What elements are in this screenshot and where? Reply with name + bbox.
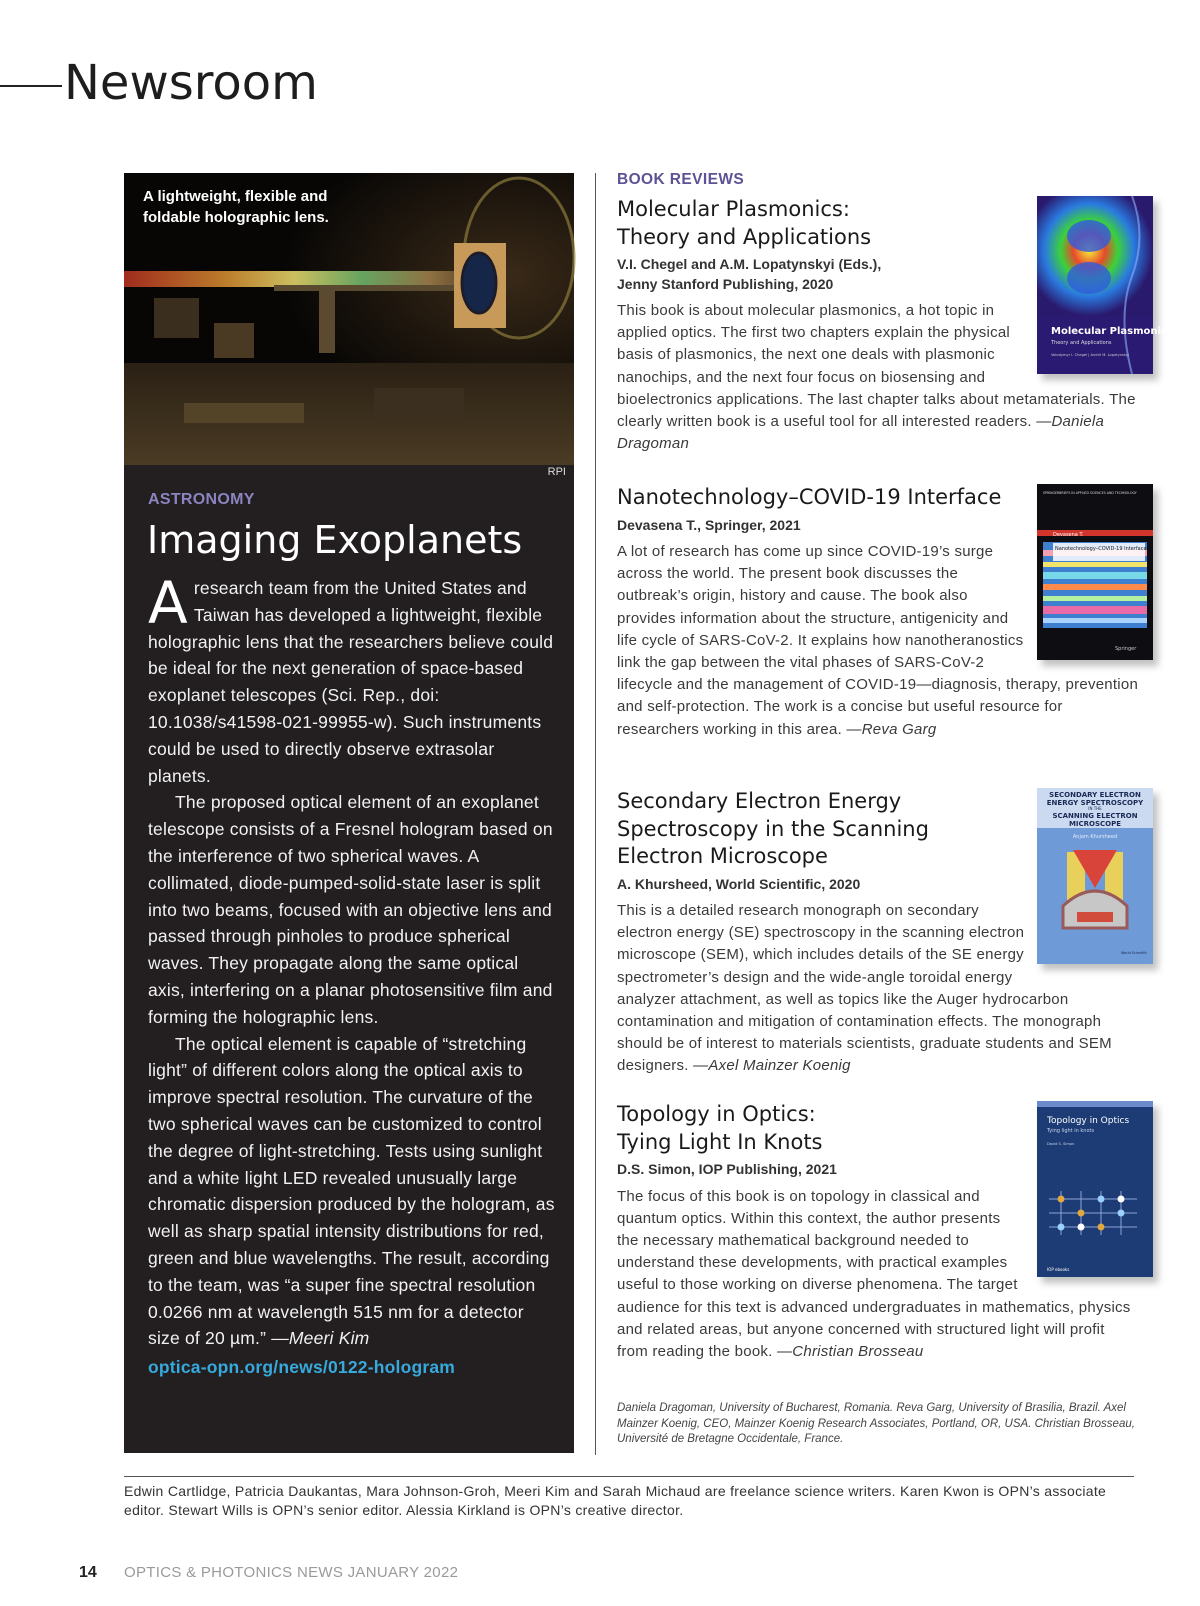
category-label: ASTRONOMY	[148, 491, 255, 508]
cover-title-text: Topology in Optics	[1047, 1116, 1130, 1126]
review-title-line: Molecular Plasmonics:	[617, 197, 850, 221]
cover-author-text: Anjam Khursheed	[1072, 834, 1118, 840]
reviewer-name: —Reva Garg	[846, 720, 937, 738]
cover-title-line: ENERGY SPECTROSCOPY	[1046, 799, 1144, 807]
review-title-line: Topology in Optics:	[617, 1102, 816, 1126]
byline-line: V.I. Chegel and A.M. Lopatynskyi (Eds.),	[617, 256, 882, 272]
cover-subtitle-text: Theory and Applications	[1051, 340, 1112, 346]
contributors-note: Edwin Cartlidge, Patricia Daukantas, Mara Johnson-Groh, Meeri Kim and Sarah Michaud are freelance science writers. Karen Kwon is OPN’s associate editor. Stewart Wills is OPN’s senior editor. Alessia Kirkland is OPN’s creative director.	[124, 1483, 1107, 1518]
astronomy-sidebar	[124, 173, 574, 1453]
hologram-photo	[124, 173, 574, 465]
byline-line: D.S. Simon, IOP Publishing, 2021	[617, 1161, 837, 1177]
review-title-line: Secondary Electron Energy	[617, 789, 902, 813]
cover-author-text: Devasena T.	[1053, 532, 1084, 538]
byline-line: A. Khursheed, World Scientific, 2020	[617, 875, 861, 892]
cover-authors-text: Volodymyr I. Chegel | Andrii M. Lopatynskyi	[1051, 353, 1129, 357]
review-text: A lot of research has come up since COVID-19’s surge across the world. The present book discusses the outbreak’s origin, history and cause. The book also provides information about the structure, antigenicity and life cycle of SARS-CoV-2. It explains how nanotheranostics link the gap between the vital phases of SARS-CoV-2 lifecycle and the management of COVID-19—diagnosis, therapy, prevention and self-protection. The work is a concise but useful resource for researchers working in this area.	[617, 543, 1139, 738]
reviewer-name: —Daniela Dragoman	[617, 413, 1105, 453]
review-topology-optics	[617, 1101, 1139, 1363]
review-text: This book is about molecular plasmonics, a hot topic in applied optics. The first two chapters explain the physical basis of plasmonics, the next one deals with plasmonic nanochips, and the next four focus on biosensing and bioelectronics applications. The last chapter talks about metamaterials. The clearly written book is a useful tool for all interested readers.	[617, 302, 1136, 431]
review-text: This is a detailed research monograph on secondary electron energy (SE) spectroscopy in the scanning electron microscope (SEM), which includes details of the SE energy spectrometer’s design and the wide-angle toroidal energy analyzer attachment, as well as topics like the Auger hydrocarbon contamination and mitigation of contamination effects. The monograph should be of interest to materials scientists, graduate students and SEM designers.	[617, 902, 1112, 1075]
cover-title-line: SECONDARY ELECTRON	[1049, 791, 1141, 799]
section-title: Newsroom	[64, 55, 318, 111]
article-author: —Meeri Kim	[271, 1328, 370, 1349]
review-nanotechnology-covid	[617, 484, 1147, 741]
review-title-line: Spectroscopy in the Scanning	[617, 816, 929, 841]
drop-cap: A	[148, 569, 188, 637]
footer-rule	[124, 1476, 1134, 1477]
book-cover-nanotechnology	[1037, 484, 1153, 660]
review-title-line: Theory and Applications	[617, 224, 872, 249]
reviewer-name: —Axel Mainzer Koenig	[693, 1057, 851, 1075]
review-title-line: Tying Light In Knots	[617, 1129, 823, 1154]
cover-title-text: Nanotechnology–COVID-19 Interface	[1055, 546, 1147, 552]
cover-title-line: IN THE	[1088, 806, 1102, 811]
header-rule	[0, 85, 62, 87]
photo-caption: A lightweight, flexible and foldable holographic lens.	[143, 188, 329, 226]
review-molecular-plasmonics	[617, 196, 1173, 455]
byline-line: Devasena T., Springer, 2021	[617, 516, 801, 533]
review-title-line: Nanotechnology–COVID-19 Interface	[617, 485, 1002, 509]
photo-credit: RPI	[547, 466, 566, 478]
book-cover-topology	[1037, 1101, 1153, 1277]
paragraph-3-text: The optical element is capable of “stretching light” of different colors along the optical axis to improve spectral resolution. The curvature of the two spherical waves can be customized to control the degree of light-stretching. Tests using sunlight and a white light LED revealed unusually large chromatic dispersion produced by the hologram, as well as sharp spatial intensity distributions for red, green and blue wavelengths. The result, according to the team, was “a super fine spectral resolution 0.0266 nm at wavelength 515 nm for a detector size of 20 µm.”	[148, 1033, 555, 1349]
publication-footer: OPTICS & PHOTONICS NEWS JANUARY 2022	[124, 1564, 459, 1581]
reviewer-affiliations: Daniela Dragoman, University of Bucharest, Romania. Reva Garg, University of Brasilia, Brazil. Axel Mainzer Koenig, CEO, Mainzer Koenig Research Associates, Portland, OR, USA. Christian Brosseau, Université de Bretagne Occidentale, France.	[617, 1402, 1135, 1446]
byline-line: Jenny Stanford Publishing, 2020	[617, 275, 834, 292]
cover-series-text: SPRINGERBRIEFS IN APPLIED SCIENCES AND TECHNOLOGY	[1043, 491, 1137, 495]
column-divider	[595, 173, 596, 1455]
book-cover-molecular-plasmonics	[1037, 196, 1173, 374]
cover-publisher-text: Springer	[1115, 646, 1137, 652]
cover-author-text: David S. Simon	[1047, 1142, 1075, 1146]
cover-title-line: SCANNING ELECTRON	[1052, 812, 1138, 820]
book-cover-secondary-electron	[1037, 788, 1153, 964]
review-title-line: Electron Microscope	[617, 844, 828, 868]
article-body	[148, 569, 556, 1381]
cover-title-line: MICROSCOPE	[1068, 820, 1122, 828]
reviewer-name: —Christian Brosseau	[777, 1342, 924, 1360]
review-text: The focus of this book is on topology in classical and quantum optics. Within this context, the author presents the necessary mathematical background needed to understand these developments, with practical examples useful to those working on diverse phenomena. The target audience for this text is advanced undergraduates in mathematics, physics and related areas, but anyone concerned with structured light will profit from reading the book.	[617, 1187, 1131, 1360]
paragraph-1	[148, 569, 556, 789]
paragraph-1-text: research team from the United States and Taiwan has developed a lightweight, flexible holographic lens that the researchers believe could be ideal for the next generation of space-based exoplanet telescopes (Sci. Rep., doi: 10.1038/s41598-021-99955-w). Such instruments could be used to directly observe extrasolar planets.	[148, 578, 554, 786]
book-reviews-label: BOOK REVIEWS	[617, 171, 745, 188]
article-link[interactable]: optica-opn.org/news/0122-hologram	[148, 1357, 456, 1378]
paragraph-2: The proposed optical element of an exoplanet telescope consists of a Fresnel hologram based on the interference of two spherical waves. A collimated, diode-pumped-solid-state laser is split into two beams, focused with an objective lens and passed through pinholes to produce spherical waves. They propagate along the same optical axis, interfering on a planar photosensitive film and forming the holographic lens.	[148, 792, 553, 1027]
cover-publisher-text: World Scientific	[1121, 951, 1148, 955]
cover-publisher-text: IOP ebooks	[1047, 1267, 1070, 1272]
cover-subtitle-text: Tying light in knots	[1047, 1128, 1095, 1134]
paragraph-3	[148, 1031, 556, 1353]
page-number: 14	[79, 1564, 97, 1581]
article-title: Imaging Exoplanets	[147, 518, 523, 562]
review-secondary-electron	[617, 788, 1148, 1078]
cover-title-text: Molecular Plasmonics	[1051, 326, 1173, 337]
